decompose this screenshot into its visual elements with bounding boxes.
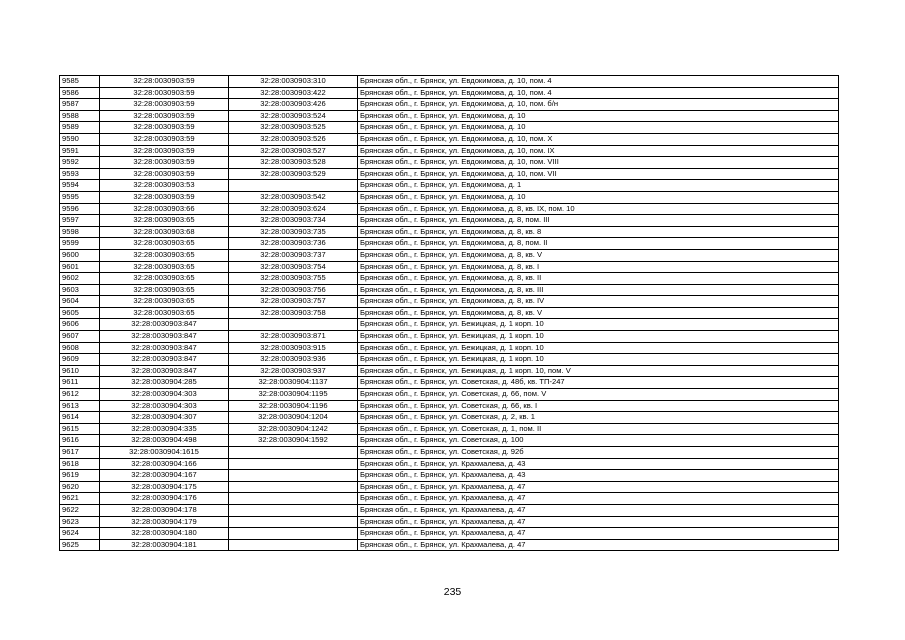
row-number-cell: 9618 — [60, 458, 100, 470]
table-row — [60, 238, 839, 250]
address-cell: Брянская обл., г. Брянск, ул. Евдокимова, д. 8, кв. 8 — [358, 226, 839, 238]
table-row — [60, 226, 839, 238]
row-number-cell: 9595 — [60, 191, 100, 203]
table-row — [60, 261, 839, 273]
cadastral-number-cell: 32:28:0030904:1196 — [229, 400, 358, 412]
table-row — [60, 493, 839, 505]
table-row — [60, 470, 839, 482]
quarter-number-cell: 32:28:0030903:847 — [100, 319, 229, 331]
table-row — [60, 331, 839, 343]
table-row — [60, 157, 839, 169]
quarter-number-cell: 32:28:0030904:167 — [100, 470, 229, 482]
cadastral-number-cell: 32:28:0030903:542 — [229, 191, 358, 203]
table-row — [60, 180, 839, 192]
quarter-number-cell: 32:28:0030904:166 — [100, 458, 229, 470]
row-number-cell: 9604 — [60, 296, 100, 308]
quarter-number-cell: 32:28:0030903:65 — [100, 215, 229, 227]
quarter-number-cell: 32:28:0030903:53 — [100, 180, 229, 192]
row-number-cell: 9606 — [60, 319, 100, 331]
cadastral-number-cell — [229, 180, 358, 192]
quarter-number-cell: 32:28:0030904:498 — [100, 435, 229, 447]
address-cell: Брянская обл., г. Брянск, ул. Крахмалева, д. 47 — [358, 504, 839, 516]
cadastral-number-cell — [229, 528, 358, 540]
address-cell: Брянская обл., г. Брянск, ул. Крахмалева, д. 47 — [358, 481, 839, 493]
quarter-number-cell: 32:28:0030904:181 — [100, 539, 229, 551]
quarter-number-cell: 32:28:0030903:65 — [100, 307, 229, 319]
cadastral-number-cell: 32:28:0030904:1137 — [229, 377, 358, 389]
row-number-cell: 9590 — [60, 133, 100, 145]
cadastral-table-body — [60, 76, 839, 551]
cadastral-number-cell: 32:28:0030903:524 — [229, 110, 358, 122]
table-row — [60, 458, 839, 470]
cadastral-number-cell: 32:28:0030903:936 — [229, 354, 358, 366]
address-cell: Брянская обл., г. Брянск, ул. Евдокимова, д. 10 — [358, 122, 839, 134]
cadastral-number-cell: 32:28:0030903:310 — [229, 76, 358, 88]
quarter-number-cell: 32:28:0030904:303 — [100, 389, 229, 401]
table-row — [60, 168, 839, 180]
row-number-cell: 9588 — [60, 110, 100, 122]
row-number-cell: 9602 — [60, 273, 100, 285]
quarter-number-cell: 32:28:0030903:66 — [100, 203, 229, 215]
quarter-number-cell: 32:28:0030904:307 — [100, 412, 229, 424]
quarter-number-cell: 32:28:0030904:303 — [100, 400, 229, 412]
row-number-cell: 9612 — [60, 389, 100, 401]
row-number-cell: 9607 — [60, 331, 100, 343]
page-number: 235 — [443, 586, 462, 598]
row-number-cell: 9599 — [60, 238, 100, 250]
cadastral-number-cell — [229, 470, 358, 482]
table-row — [60, 307, 839, 319]
quarter-number-cell: 32:28:0030903:65 — [100, 273, 229, 285]
row-number-cell: 9620 — [60, 481, 100, 493]
row-number-cell: 9615 — [60, 423, 100, 435]
row-number-cell: 9603 — [60, 284, 100, 296]
cadastral-number-cell: 32:28:0030903:755 — [229, 273, 358, 285]
row-number-cell: 9586 — [60, 87, 100, 99]
table-row — [60, 215, 839, 227]
row-number-cell: 9624 — [60, 528, 100, 540]
address-cell: Брянская обл., г. Брянск, ул. Советская, д. 2, кв. 1 — [358, 412, 839, 424]
quarter-number-cell: 32:28:0030903:68 — [100, 226, 229, 238]
quarter-number-cell: 32:28:0030904:285 — [100, 377, 229, 389]
row-number-cell: 9611 — [60, 377, 100, 389]
row-number-cell: 9613 — [60, 400, 100, 412]
address-cell: Брянская обл., г. Брянск, ул. Бежицкая, д. 1 корп. 10 — [358, 331, 839, 343]
table-row — [60, 447, 839, 459]
cadastral-number-cell: 32:28:0030903:528 — [229, 157, 358, 169]
table-row — [60, 377, 839, 389]
cadastral-number-cell: 32:28:0030903:527 — [229, 145, 358, 157]
cadastral-number-cell: 32:28:0030903:735 — [229, 226, 358, 238]
table-row — [60, 203, 839, 215]
address-cell: Брянская обл., г. Брянск, ул. Крахмалева, д. 47 — [358, 493, 839, 505]
address-cell: Брянская обл., г. Брянск, ул. Евдокимова, д. 8, кв. III — [358, 284, 839, 296]
address-cell: Брянская обл., г. Брянск, ул. Бежицкая, д. 1 корп. 10 — [358, 342, 839, 354]
table-row — [60, 110, 839, 122]
cadastral-number-cell: 32:28:0030903:734 — [229, 215, 358, 227]
cadastral-number-cell: 32:28:0030903:757 — [229, 296, 358, 308]
quarter-number-cell: 32:28:0030904:178 — [100, 504, 229, 516]
quarter-number-cell: 32:28:0030903:59 — [100, 99, 229, 111]
quarter-number-cell: 32:28:0030903:59 — [100, 122, 229, 134]
table-row — [60, 273, 839, 285]
row-number-cell: 9596 — [60, 203, 100, 215]
table-row — [60, 354, 839, 366]
row-number-cell: 9598 — [60, 226, 100, 238]
row-number-cell: 9592 — [60, 157, 100, 169]
address-cell: Брянская обл., г. Брянск, ул. Советская, д. 92б — [358, 447, 839, 459]
quarter-number-cell: 32:28:0030903:847 — [100, 354, 229, 366]
row-number-cell: 9585 — [60, 76, 100, 88]
cadastral-number-cell: 32:28:0030903:525 — [229, 122, 358, 134]
address-cell: Брянская обл., г. Брянск, ул. Советская, д. 66, кв. I — [358, 400, 839, 412]
address-cell: Брянская обл., г. Брянск, ул. Бежицкая, д. 1 корп. 10 — [358, 354, 839, 366]
address-cell: Брянская обл., г. Брянск, ул. Советская, д. 1, пом. II — [358, 423, 839, 435]
cadastral-number-cell: 32:28:0030904:1204 — [229, 412, 358, 424]
table-row — [60, 389, 839, 401]
address-cell: Брянская обл., г. Брянск, ул. Крахмалева, д. 43 — [358, 470, 839, 482]
table-row — [60, 412, 839, 424]
table-row — [60, 400, 839, 412]
address-cell: Брянская обл., г. Брянск, ул. Евдокимова, д. 10, пом. VIII — [358, 157, 839, 169]
row-number-cell: 9623 — [60, 516, 100, 528]
table-row — [60, 296, 839, 308]
cadastral-number-cell — [229, 458, 358, 470]
table-row — [60, 76, 839, 88]
row-number-cell: 9619 — [60, 470, 100, 482]
address-cell: Брянская обл., г. Брянск, ул. Крахмалева, д. 47 — [358, 528, 839, 540]
address-cell: Брянская обл., г. Брянск, ул. Советская, д. 48б, кв. ТП-247 — [358, 377, 839, 389]
row-number-cell: 9621 — [60, 493, 100, 505]
address-cell: Брянская обл., г. Брянск, ул. Евдокимова, д. 8, кв. IV — [358, 296, 839, 308]
quarter-number-cell: 32:28:0030904:335 — [100, 423, 229, 435]
address-cell: Брянская обл., г. Брянск, ул. Бежицкая, д. 1 корп. 10, пом. V — [358, 365, 839, 377]
address-cell: Брянская обл., г. Брянск, ул. Евдокимова, д. 8, кв. V — [358, 307, 839, 319]
row-number-cell: 9601 — [60, 261, 100, 273]
row-number-cell: 9593 — [60, 168, 100, 180]
address-cell: Брянская обл., г. Брянск, ул. Советская, д. 100 — [358, 435, 839, 447]
cadastral-number-cell — [229, 504, 358, 516]
row-number-cell: 9600 — [60, 249, 100, 261]
quarter-number-cell: 32:28:0030903:59 — [100, 110, 229, 122]
address-cell: Брянская обл., г. Брянск, ул. Евдокимова, д. 8, кв. V — [358, 249, 839, 261]
quarter-number-cell: 32:28:0030904:179 — [100, 516, 229, 528]
address-cell: Брянская обл., г. Брянск, ул. Евдокимова, д. 10, пом. б/н — [358, 99, 839, 111]
quarter-number-cell: 32:28:0030904:1615 — [100, 447, 229, 459]
table-row — [60, 284, 839, 296]
quarter-number-cell: 32:28:0030904:180 — [100, 528, 229, 540]
row-number-cell: 9610 — [60, 365, 100, 377]
quarter-number-cell: 32:28:0030903:59 — [100, 87, 229, 99]
table-row — [60, 191, 839, 203]
quarter-number-cell: 32:28:0030903:65 — [100, 296, 229, 308]
cadastral-number-cell: 32:28:0030903:758 — [229, 307, 358, 319]
quarter-number-cell: 32:28:0030903:59 — [100, 145, 229, 157]
cadastral-number-cell — [229, 447, 358, 459]
table-row — [60, 365, 839, 377]
quarter-number-cell: 32:28:0030903:847 — [100, 331, 229, 343]
table-row — [60, 504, 839, 516]
quarter-number-cell: 32:28:0030903:847 — [100, 342, 229, 354]
address-cell: Брянская обл., г. Брянск, ул. Евдокимова, д. 8, кв. I — [358, 261, 839, 273]
row-number-cell: 9591 — [60, 145, 100, 157]
address-cell: Брянская обл., г. Брянск, ул. Советская, д. 66, пом. V — [358, 389, 839, 401]
quarter-number-cell: 32:28:0030904:176 — [100, 493, 229, 505]
row-number-cell: 9609 — [60, 354, 100, 366]
address-cell: Брянская обл., г. Брянск, ул. Евдокимова, д. 10, пом. 4 — [358, 76, 839, 88]
quarter-number-cell: 32:28:0030903:59 — [100, 191, 229, 203]
address-cell: Брянская обл., г. Брянск, ул. Крахмалева, д. 43 — [358, 458, 839, 470]
cadastral-number-cell: 32:28:0030903:736 — [229, 238, 358, 250]
row-number-cell: 9587 — [60, 99, 100, 111]
table-row — [60, 249, 839, 261]
table-row — [60, 319, 839, 331]
cadastral-number-cell — [229, 481, 358, 493]
quarter-number-cell: 32:28:0030903:65 — [100, 284, 229, 296]
quarter-number-cell: 32:28:0030903:59 — [100, 76, 229, 88]
table-row — [60, 87, 839, 99]
cadastral-number-cell: 32:28:0030904:1195 — [229, 389, 358, 401]
row-number-cell: 9614 — [60, 412, 100, 424]
quarter-number-cell: 32:28:0030903:59 — [100, 168, 229, 180]
cadastral-number-cell: 32:28:0030903:756 — [229, 284, 358, 296]
quarter-number-cell: 32:28:0030903:59 — [100, 157, 229, 169]
table-row — [60, 539, 839, 551]
table-row — [60, 516, 839, 528]
quarter-number-cell: 32:28:0030903:65 — [100, 249, 229, 261]
row-number-cell: 9617 — [60, 447, 100, 459]
cadastral-number-cell: 32:28:0030903:526 — [229, 133, 358, 145]
row-number-cell: 9605 — [60, 307, 100, 319]
quarter-number-cell: 32:28:0030904:175 — [100, 481, 229, 493]
cadastral-number-cell: 32:28:0030904:1592 — [229, 435, 358, 447]
cadastral-number-cell: 32:28:0030903:754 — [229, 261, 358, 273]
address-cell: Брянская обл., г. Брянск, ул. Евдокимова, д. 10, пом. VII — [358, 168, 839, 180]
row-number-cell: 9622 — [60, 504, 100, 516]
cadastral-number-cell: 32:28:0030903:426 — [229, 99, 358, 111]
address-cell: Брянская обл., г. Брянск, ул. Евдокимова, д. 10 — [358, 110, 839, 122]
cadastral-number-cell: 32:28:0030903:737 — [229, 249, 358, 261]
address-cell: Брянская обл., г. Брянск, ул. Евдокимова, д. 1 — [358, 180, 839, 192]
table-row — [60, 122, 839, 134]
row-number-cell: 9625 — [60, 539, 100, 551]
address-cell: Брянская обл., г. Брянск, ул. Бежицкая, д. 1 корп. 10 — [358, 319, 839, 331]
cadastral-number-cell — [229, 516, 358, 528]
cadastral-number-cell: 32:28:0030903:529 — [229, 168, 358, 180]
table-row — [60, 145, 839, 157]
row-number-cell: 9594 — [60, 180, 100, 192]
table-row — [60, 99, 839, 111]
cadastral-number-cell: 32:28:0030903:422 — [229, 87, 358, 99]
address-cell: Брянская обл., г. Брянск, ул. Евдокимова, д. 8, пом. III — [358, 215, 839, 227]
quarter-number-cell: 32:28:0030903:847 — [100, 365, 229, 377]
row-number-cell: 9616 — [60, 435, 100, 447]
cadastral-number-cell — [229, 539, 358, 551]
cadastral-number-cell: 32:28:0030903:937 — [229, 365, 358, 377]
cadastral-number-cell — [229, 319, 358, 331]
row-number-cell: 9597 — [60, 215, 100, 227]
table-row — [60, 423, 839, 435]
address-cell: Брянская обл., г. Брянск, ул. Евдокимова, д. 8, кв. II — [358, 273, 839, 285]
table-row — [60, 342, 839, 354]
address-cell: Брянская обл., г. Брянск, ул. Крахмалева, д. 47 — [358, 539, 839, 551]
cadastral-number-cell: 32:28:0030903:915 — [229, 342, 358, 354]
table-row — [60, 481, 839, 493]
cadastral-number-cell: 32:28:0030903:871 — [229, 331, 358, 343]
cadastral-number-cell: 32:28:0030903:624 — [229, 203, 358, 215]
table-row — [60, 133, 839, 145]
table-row — [60, 528, 839, 540]
address-cell: Брянская обл., г. Брянск, ул. Евдокимова, д. 8, кв. IX, пом. 10 — [358, 203, 839, 215]
cadastral-table — [59, 75, 839, 551]
quarter-number-cell: 32:28:0030903:65 — [100, 261, 229, 273]
quarter-number-cell: 32:28:0030903:59 — [100, 133, 229, 145]
address-cell: Брянская обл., г. Брянск, ул. Евдокимова, д. 10 — [358, 191, 839, 203]
address-cell: Брянская обл., г. Брянск, ул. Евдокимова, д. 10, пом. 4 — [358, 87, 839, 99]
cadastral-number-cell — [229, 493, 358, 505]
table-row — [60, 435, 839, 447]
cadastral-number-cell: 32:28:0030904:1242 — [229, 423, 358, 435]
row-number-cell: 9608 — [60, 342, 100, 354]
quarter-number-cell: 32:28:0030903:65 — [100, 238, 229, 250]
address-cell: Брянская обл., г. Брянск, ул. Евдокимова, д. 10, пом. X — [358, 133, 839, 145]
row-number-cell: 9589 — [60, 122, 100, 134]
address-cell: Брянская обл., г. Брянск, ул. Крахмалева, д. 47 — [358, 516, 839, 528]
address-cell: Брянская обл., г. Брянск, ул. Евдокимова, д. 8, пом. II — [358, 238, 839, 250]
address-cell: Брянская обл., г. Брянск, ул. Евдокимова, д. 10, пом. IX — [358, 145, 839, 157]
